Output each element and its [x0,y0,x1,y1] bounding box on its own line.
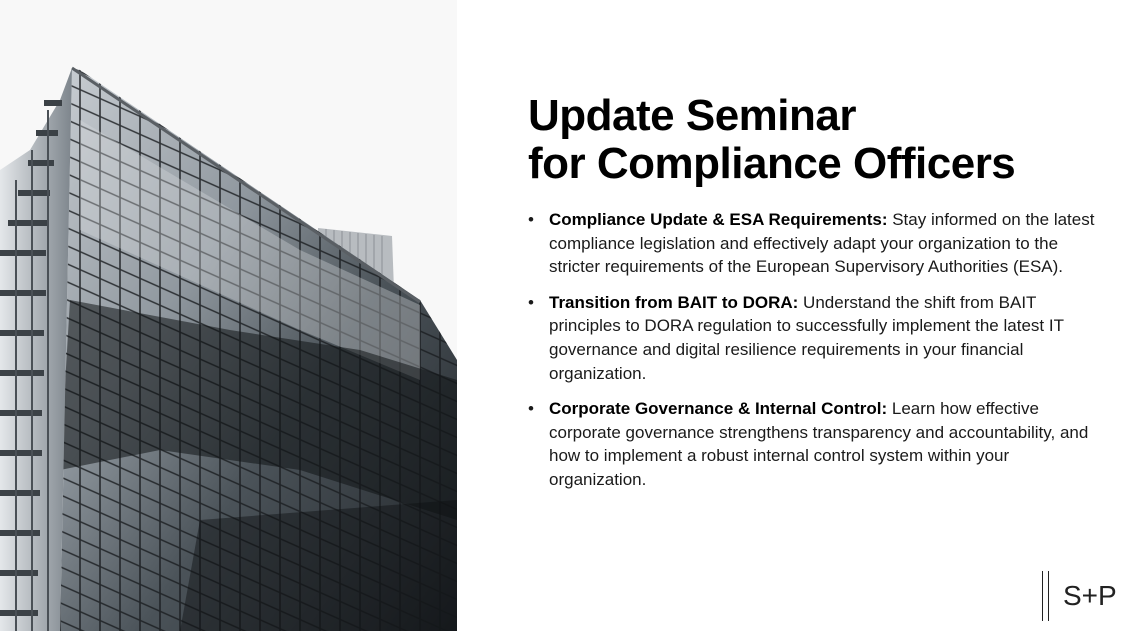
topic-heading: Compliance Update & ESA Requirements: [549,210,888,229]
slide-title [528,92,1098,188]
company-logo [1042,571,1122,621]
building-photo [0,0,457,631]
topic-item [528,291,1098,385]
logo-text: S+P [1063,580,1117,611]
logo-bar-right [1048,571,1049,621]
topic-heading: Corporate Governance & Internal Control: [549,399,888,419]
bullet-icon: • [528,399,534,419]
topic-text: Understand the shift from BAIT principles to DORA regulation to successfully implement the latest IT governance and digital resilience requirements in your financial organization. [549,292,1064,383]
topic-heading: Transition from BAIT to DORA: [549,292,799,312]
topic-list [528,208,1098,492]
bullet-icon: • [528,292,534,312]
topic-text: Learn how effective corporate governance strengthens transparency and accountability, and how to implement a robust internal control system within your organization. [549,399,1089,489]
slide-content [528,92,1098,504]
logo-bar-left [1042,571,1043,621]
topic-text: Stay informed on the latest compliance legislation and effectively adapt your organization to the stricter requirements of the European Supervisory Authorities (ESA). [549,210,1095,277]
bullet-icon: • [528,210,534,229]
topic-item [528,208,1098,279]
title-line-2: for Compliance Officers [528,139,1016,188]
topic-item [528,397,1098,491]
title-line-1: Update Seminar [528,91,856,140]
